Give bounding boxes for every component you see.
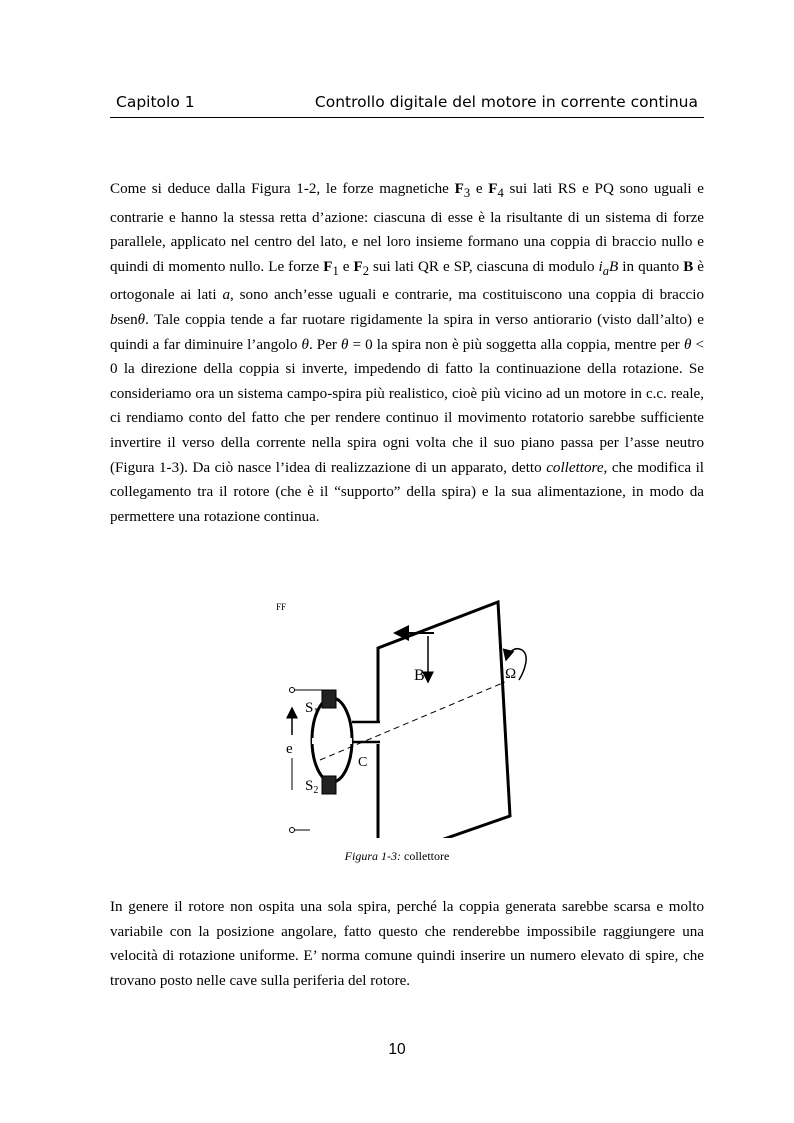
page-header [110, 93, 704, 117]
brush-s2 [322, 776, 336, 794]
body-paragraph-2: In genere il rotore non ospita una sola spira, perché la coppia generata sarebbe scarsa e molto variabile con la posizione angolare, fatto questo che renderebbe impossibile raggiungere una velocità di rotazione uniforme. E’ norma comune quindi inserire un numero elevato di spire, che trovano posto nelle cave sulla periferia del rotore. [110, 899, 704, 989]
body-paragraph-1: Come si deduce dalla Figura 1-2, le forze magnetiche $F_3$ e $F_4$ sui lati RS e PQ sono uguali e contrarie e hanno la stessa retta d’azione: ciascuna di esse è la risultante di un sistema di forze parallele, applicato nel centro del lato, e nel loro insieme formano una coppia di braccio nullo e quindi di momento nullo. Le forze $F_1$ e $F_2$ sui lati QR e SP, ciascuna di modulo $i_aB$ in quanto B è ortogonale ai lati a, sono anch’esse uguali e contrarie, ma costituiscono una coppia di braccio bsenθ. Tale coppia tende a far ruotare rigidamente la spira in verso antiorario (visto dall’alto) e quindi a far diminuire l’angolo θ. Per θ = 0 la spira non è più soggetta alla coppia, mentre per θ < 0 la direzione della coppia si inverte, impedendo di fatto la continuazione della rotazione. Se consideriamo ora un sistema campo-spira più realistico, cioè più vicino ad un motore in c.c. reale, ci rendiamo conto del fatto che per rendere continuo il movimento rotatorio sarebbe sufficiente invertire il verso della corrente nella spira ogni volta che il suo piano passa per l’asse neutro (Figura 1-3). Da ciò nasce l’idea di realizzazione di un apparato, detto collettore, che modifica il collegamento tra il rotore (che è il “supporto” della spira) e la sua alimentazione, in modo da permettere una rotazione continua. [110, 181, 704, 525]
page-number: 10 [388, 1041, 406, 1058]
emf-label: e [286, 741, 293, 757]
coil-plane [378, 602, 510, 838]
figure-caption: Figura 1-3: collettore [344, 849, 450, 863]
collector-label-c: C [358, 755, 368, 770]
header-rule [110, 117, 704, 118]
brush-label-s2: $S_2$ [305, 778, 319, 796]
collector-diagram [270, 598, 550, 838]
brush-label-s1: $S_1$ [305, 700, 319, 718]
collector-figure [270, 598, 550, 838]
figure-ff-label: FF [276, 602, 287, 612]
brush-s1 [322, 690, 336, 708]
chapter-title: Controllo digitale del motore in corrente continua [314, 93, 698, 111]
rotation-axis [320, 682, 505, 760]
omega-label: Ω [505, 666, 517, 682]
chapter-label: Capitolo 1 [116, 93, 195, 111]
field-label-b: B [414, 667, 425, 684]
